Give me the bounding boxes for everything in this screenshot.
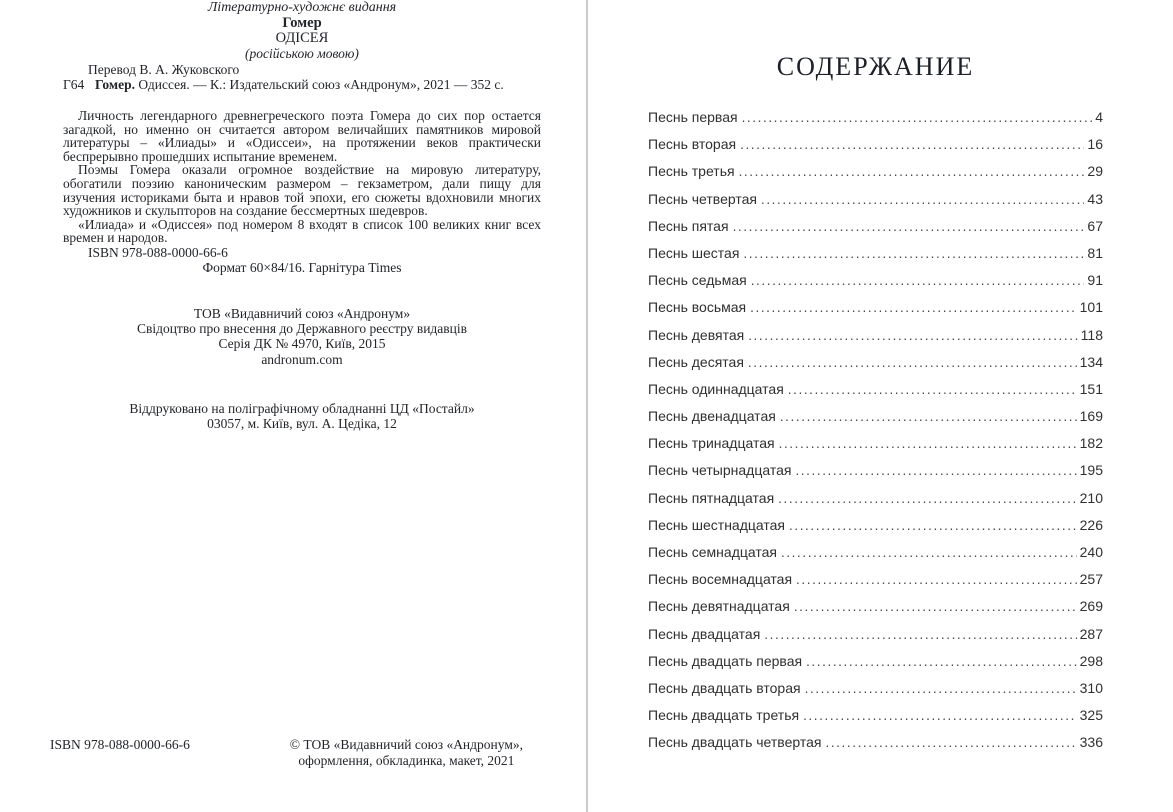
printing-line: 03057, м. Київ, вул. А. Цедіка, 12 — [207, 415, 397, 431]
annotation-block — [63, 109, 541, 245]
toc-entry-label: Песнь семнадцатая — [648, 544, 777, 560]
toc-entry-label: Песнь восьмая — [648, 299, 747, 316]
toc-entry[interactable] — [648, 729, 1103, 756]
toc-entry-page: 169 — [1079, 408, 1103, 425]
toc-entry-label: Песнь четвертая — [648, 190, 757, 207]
toc-entry[interactable] — [648, 621, 1103, 648]
publisher-block — [63, 306, 541, 367]
catalog-code: Г64 — [63, 77, 85, 92]
toc-entry-label: Песнь двадцать третья — [648, 707, 800, 724]
toc-leader-dots — [743, 240, 1084, 267]
toc-entry-label: Песнь десятая — [648, 353, 744, 370]
catalog-text — [95, 77, 504, 92]
contents-heading: СОДЕРЖАНИЕ — [776, 52, 975, 81]
toc-entry-label: Песнь пятая — [648, 217, 729, 234]
toc-leader-dots — [761, 186, 1084, 213]
toc-entry-page: 29 — [1087, 163, 1103, 180]
toc-entry[interactable] — [648, 566, 1103, 593]
book-author: Гомер — [282, 15, 322, 31]
toc-entry-page: 101 — [1079, 299, 1103, 316]
toc-leader-dots — [803, 702, 1077, 729]
toc-entry[interactable] — [648, 539, 1103, 566]
toc-entry-page: 182 — [1079, 435, 1103, 452]
imprint-footer — [50, 737, 523, 768]
toc-entry-page: 4 — [1095, 109, 1103, 125]
toc-entry-page: 118 — [1080, 326, 1103, 343]
toc-entry[interactable] — [648, 213, 1103, 240]
toc-leader-dots — [739, 158, 1085, 185]
toc-leader-dots — [750, 294, 1077, 321]
contents-page — [588, 0, 1173, 812]
toc-entry[interactable] — [648, 457, 1103, 484]
format-line: Формат 60×84/16. Гарнітура Times — [202, 259, 402, 275]
toc-entry[interactable] — [648, 485, 1103, 512]
toc-leader-dots — [794, 593, 1077, 620]
toc-entry-page: 151 — [1079, 380, 1103, 397]
toc-entry-page: 226 — [1079, 516, 1103, 533]
toc-entry[interactable] — [648, 430, 1103, 457]
toc-entry-page: 67 — [1087, 217, 1103, 234]
toc-entry-label: Песнь одиннадцатая — [648, 380, 784, 397]
toc-entry-page: 310 — [1079, 679, 1103, 696]
toc-entry-page: 91 — [1087, 272, 1103, 289]
printing-block — [63, 401, 541, 431]
copyright-block — [290, 737, 523, 768]
footer-isbn: ISBN 978-088-0000-66-6 — [50, 737, 190, 752]
toc-entry-page: 134 — [1079, 353, 1103, 370]
toc-leader-dots — [825, 729, 1076, 756]
toc-entry-page: 298 — [1079, 652, 1103, 669]
toc-entry-label: Песнь первая — [648, 109, 738, 125]
toc-entry-page: 195 — [1079, 462, 1103, 479]
translator-line: Перевод В. А. Жуковского — [88, 62, 240, 77]
toc-entry[interactable] — [648, 349, 1103, 376]
toc-leader-dots — [742, 104, 1093, 131]
language-note: (російською мовою) — [245, 46, 359, 61]
publisher-line: Серія ДК № 4970, Київ, 2015 — [218, 336, 386, 352]
annotation-paragraph: Личность легендарного древнегреческого поэта Гомера до сих пор остается загадкой, но именно он считается автором величайших памятников мировой литературы – «Илиады» и «Одиссеи», на протяжении веков практически беспрерывно прошедших испытание временем. — [63, 108, 541, 164]
toc-entry[interactable] — [648, 322, 1103, 349]
toc-entry[interactable] — [648, 104, 1103, 131]
toc-entry-label: Песнь двадцать четвертая — [648, 734, 822, 751]
toc-leader-dots — [740, 131, 1084, 158]
toc-leader-dots — [805, 675, 1077, 702]
copyright-line: оформлення, обкладинка, макет, 2021 — [298, 752, 515, 768]
toc-entry-label: Песнь девятнадцатая — [648, 598, 790, 615]
toc-entry-label: Песнь шестнадцатая — [648, 516, 785, 533]
toc-entry-label: Песнь восемнадцатая — [648, 571, 793, 588]
toc-entry[interactable] — [648, 512, 1103, 539]
toc-entry[interactable] — [648, 403, 1103, 430]
toc-leader-dots — [764, 621, 1076, 648]
copyright-line: © ТОВ «Видавничий союз «Андронум», — [289, 737, 523, 752]
printing-line: Віддруковано на поліграфічному обладнанні ЦД «Постайл» — [129, 400, 475, 416]
toc-entry-page: 81 — [1087, 244, 1103, 261]
toc-entry-page: 16 — [1087, 136, 1103, 153]
toc-entry-page: 325 — [1079, 707, 1103, 724]
imprint-page — [0, 0, 586, 812]
toc-entry-label: Песнь тринадцатая — [648, 435, 775, 452]
toc-leader-dots — [733, 213, 1085, 240]
toc-leader-dots — [788, 376, 1077, 403]
toc-leader-dots — [779, 430, 1077, 457]
toc-leader-dots — [751, 267, 1085, 294]
book-title: ОДІСЕЯ — [275, 30, 329, 46]
catalog-entry — [63, 77, 541, 92]
toc-entry-label: Песнь вторая — [648, 136, 737, 153]
toc-leader-dots — [778, 485, 1076, 512]
toc-entry-label: Песнь двадцать первая — [648, 652, 803, 669]
toc-entry[interactable] — [648, 593, 1103, 620]
isbn-line: ISBN 978-088-0000-66-6 — [88, 244, 228, 260]
toc-entry-page: 210 — [1079, 489, 1103, 506]
toc-entry-page: 240 — [1079, 544, 1103, 560]
catalog-author: Гомер. — [95, 77, 135, 92]
toc-entry-page: 269 — [1079, 598, 1103, 615]
toc-leader-dots — [781, 539, 1077, 566]
toc-entry-label: Песнь шестая — [648, 244, 740, 261]
annotation-paragraph: Поэмы Гомера оказали огромное воздействие на мировую литературу, обогатили поэзию каноническим размером – гекзаметром, дали пищу для изучения историками быта и нравов той эпохи, его сюжеты вдохновили многих художников и скульпторов на создание бессмертных шедевров. — [63, 162, 541, 219]
toc-entry[interactable] — [648, 675, 1103, 702]
toc-entry-label: Песнь двенадцатая — [648, 408, 776, 425]
toc-entry-label: Песнь девятая — [648, 326, 745, 343]
toc-entry-label: Песнь третья — [648, 163, 735, 180]
toc-leader-dots — [748, 322, 1077, 349]
toc-leader-dots — [806, 648, 1077, 675]
toc-entry-label: Песнь седьмая — [648, 272, 747, 289]
toc-leader-dots — [795, 457, 1076, 484]
toc-leader-dots — [748, 349, 1077, 376]
toc-entry[interactable] — [648, 240, 1103, 267]
toc-leader-dots — [796, 566, 1077, 593]
toc-entry[interactable] — [648, 267, 1103, 294]
toc-entry[interactable] — [648, 158, 1103, 185]
toc-entry[interactable] — [648, 294, 1103, 321]
toc-entry-label: Песнь двадцать вторая — [648, 679, 801, 696]
toc-entry[interactable] — [648, 131, 1103, 158]
toc-entry-label: Песнь пятнадцатая — [648, 489, 775, 506]
toc-entry[interactable] — [648, 376, 1103, 403]
publisher-line: andronum.com — [261, 351, 343, 367]
catalog-description: Одиссея. — К.: Издательский союз «Андронум», 2021 — 352 с. — [138, 77, 504, 92]
toc-entry-label: Песнь двадцатая — [648, 625, 761, 642]
publisher-line: ТОВ «Видавничий союз «Андронум» — [193, 305, 411, 321]
publisher-line: Свідоцтво про внесення до Державного реєстру видавців — [136, 321, 468, 337]
annotation-paragraph: «Илиада» и «Одиссея» под номером 8 входят в список 100 великих книг всех времен и народов. — [63, 216, 541, 246]
toc-entry-page: 43 — [1087, 190, 1103, 207]
toc-leader-dots — [789, 512, 1077, 539]
toc-entry[interactable] — [648, 186, 1103, 213]
table-of-contents — [648, 104, 1103, 757]
toc-leader-dots — [780, 403, 1077, 430]
toc-entry[interactable] — [648, 702, 1103, 729]
toc-entry-page: 287 — [1079, 625, 1103, 642]
edition-note: Літературно-художнє видання — [207, 0, 397, 15]
toc-entry-label: Песнь четырнадцатая — [648, 462, 792, 479]
toc-entry-page: 257 — [1079, 571, 1103, 588]
toc-entry[interactable] — [648, 648, 1103, 675]
toc-entry-page: 336 — [1079, 734, 1103, 751]
